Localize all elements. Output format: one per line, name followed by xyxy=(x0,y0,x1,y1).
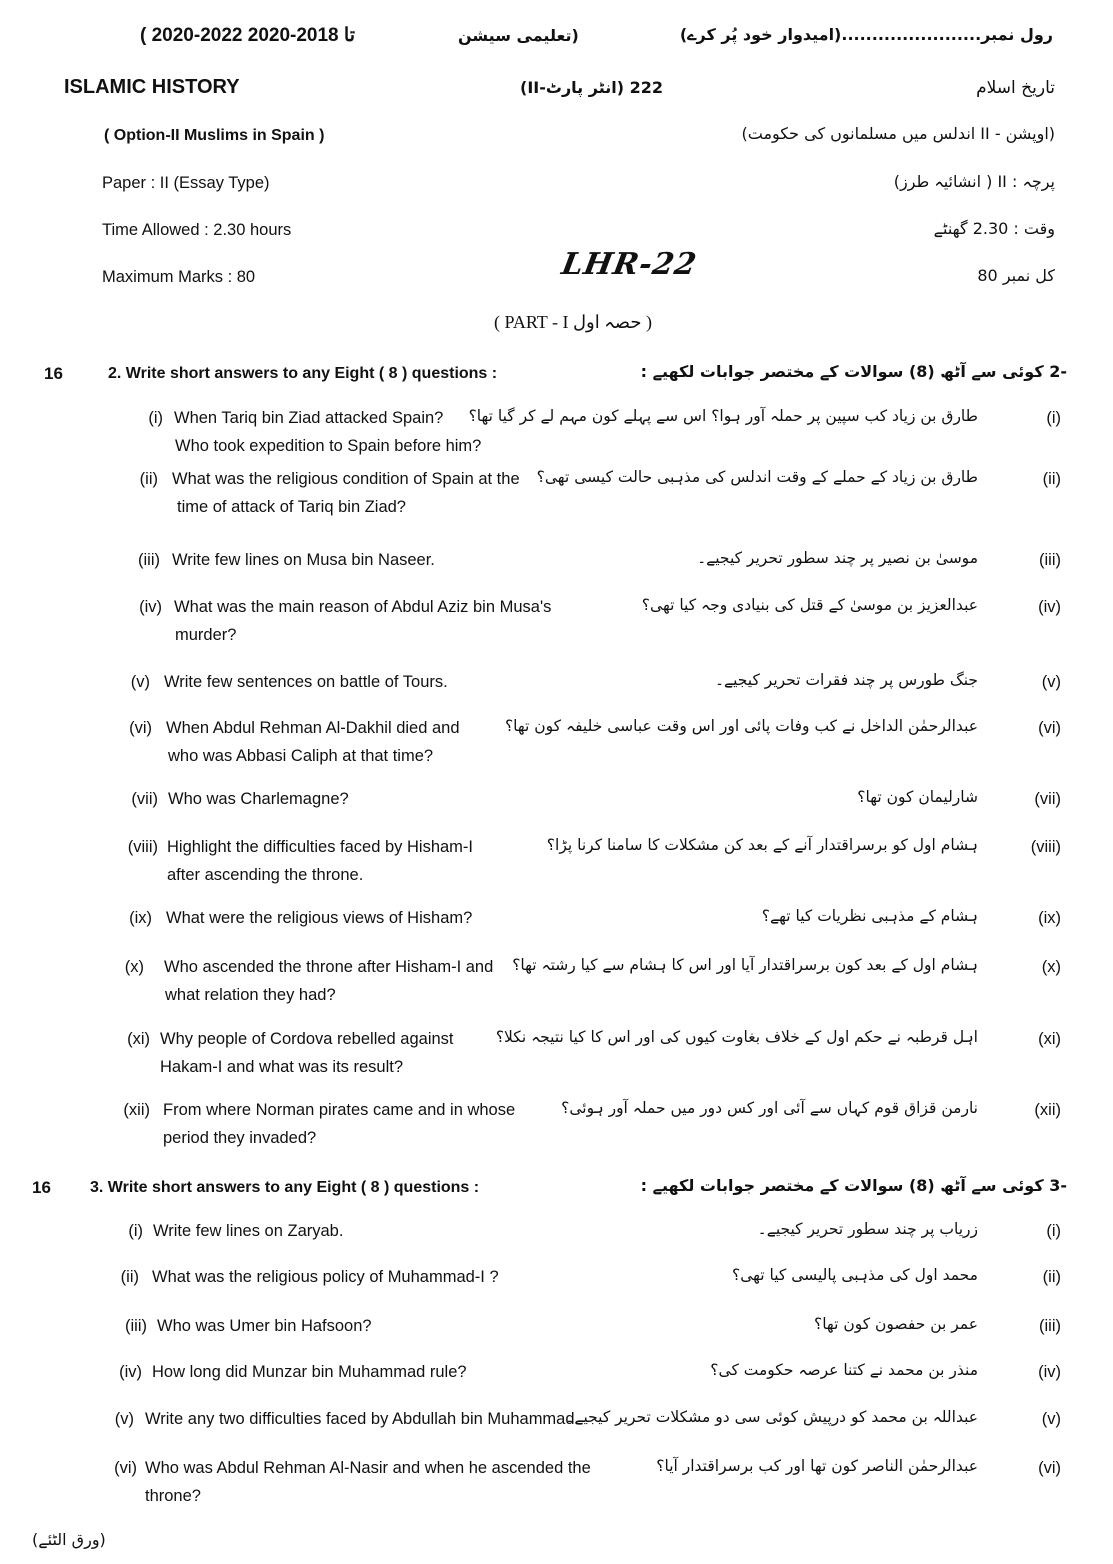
subject-english: ISLAMIC HISTORY xyxy=(64,76,240,98)
question-text-urdu: عمر بن حفصون کون تھا؟ xyxy=(813,1315,978,1333)
question-number-urdu: (iii) xyxy=(1039,1317,1061,1335)
question-number: (iii) xyxy=(125,1317,147,1335)
question-text-urdu: اہل قرطبہ نے حکم اول کے خلاف بغاوت کیوں کی اور اس کا کیا نتیجہ نکلا؟ xyxy=(495,1028,978,1046)
option-english: ( Option-II Muslims in Spain ) xyxy=(104,127,325,144)
question-text-english-continued: who was Abbasi Caliph at that time? xyxy=(168,747,434,765)
question-number: (v) xyxy=(114,1410,134,1428)
question-text-english: Write few lines on Zaryab. xyxy=(153,1222,344,1240)
question-number: (iv) xyxy=(139,598,162,616)
section-3-title-english: 3. Write short answers to any Eight ( 8 ) questions : xyxy=(90,1179,480,1196)
question-number-urdu: (xii) xyxy=(1034,1101,1061,1119)
question-text-urdu: محمد اول کی مذہبی پالیسی کیا تھی؟ xyxy=(731,1266,978,1284)
question-text-english-continued: throne? xyxy=(145,1487,201,1505)
question-text-english: From where Norman pirates came and in whose xyxy=(163,1101,516,1119)
question-text-english: What was the religious policy of Muhammad-I ? xyxy=(152,1268,499,1286)
question-number: (viii) xyxy=(127,838,158,856)
question-text-english: Who ascended the throne after Hisham-I and xyxy=(164,958,494,976)
section-2-marks: 16 xyxy=(44,364,63,383)
question-text-urdu: ہشام اول کو برسراقتدار آنے کے بعد کن مشکلات کا سامنا کرنا پڑا؟ xyxy=(546,836,978,854)
question-number-urdu: (xi) xyxy=(1038,1030,1061,1048)
question-number: (xii) xyxy=(123,1101,150,1119)
question-text-urdu: منذر بن محمد نے کتنا عرصہ حکومت کی؟ xyxy=(710,1361,978,1379)
turn-over-note: (ورق الٹئے) xyxy=(32,1530,106,1549)
question-text-urdu: عبدالرحمٰن الداخل نے کب وفات پائی اور اس وقت عباسی خلیفہ کون تھا؟ xyxy=(504,717,978,735)
question-number-urdu: (x) xyxy=(1041,958,1061,976)
question-text-english: How long did Munzar bin Muhammad rule? xyxy=(152,1363,467,1381)
question-text-english: Write few sentences on battle of Tours. xyxy=(164,673,448,691)
question-text-english: Who was Abdul Rehman Al-Nasir and when he ascended the xyxy=(145,1459,591,1477)
question-text-english-continued: Hakam-I and what was its result? xyxy=(160,1058,404,1076)
question-text-urdu: جنگ طورس پر چند فقرات تحریر کیجیے۔ xyxy=(714,671,978,689)
question-number-urdu: (vi) xyxy=(1038,1459,1061,1477)
session-years: ( 2020-2022 تا 2018-2020 xyxy=(140,25,355,46)
section-2-title-english: 2. Write short answers to any Eight ( 8 ) questions : xyxy=(108,365,498,382)
question-number-urdu: (ii) xyxy=(1042,1268,1061,1286)
question-number-urdu: (i) xyxy=(1046,1222,1061,1240)
question-text-urdu: ہشام کے مذہبی نظریات کیا تھے؟ xyxy=(761,907,978,925)
time-allowed-urdu: وقت : 2.30 گھنٹے xyxy=(933,219,1055,238)
section-3-marks: 16 xyxy=(32,1178,51,1197)
question-text-english: Who was Umer bin Hafsoon? xyxy=(157,1317,372,1335)
question-text-urdu: ہشام اول کے بعد کون برسراقتدار آیا اور اس کا ہشام سے کیا رشتہ تھا؟ xyxy=(512,956,978,974)
question-number: (xi) xyxy=(127,1030,150,1048)
question-number-urdu: (v) xyxy=(1041,673,1061,691)
question-text-english: Highlight the difficulties faced by Hisham-I xyxy=(167,838,474,856)
question-text-english-continued: period they invaded? xyxy=(163,1129,317,1147)
option-urdu: (اوپشن - II اندلس میں مسلمانوں کی حکومت) xyxy=(741,124,1055,143)
question-number: (iii) xyxy=(138,551,160,569)
paper-urdu: پرچہ : II ( انشائیہ طرز) xyxy=(893,172,1055,191)
question-number: (i) xyxy=(128,1222,143,1240)
question-text-english: What was the religious condition of Spain at the xyxy=(172,470,520,488)
question-number: (vi) xyxy=(129,719,152,737)
question-text-english: Why people of Cordova rebelled against xyxy=(160,1030,454,1048)
question-number-urdu: (viii) xyxy=(1030,838,1061,856)
question-number-urdu: (ix) xyxy=(1038,909,1061,927)
question-text-english: When Abdul Rehman Al-Dakhil died and xyxy=(166,719,460,737)
question-text-english: Write any two difficulties faced by Abdullah bin Muhammad. xyxy=(145,1410,580,1428)
session-label: (تعلیمی سیشن xyxy=(458,26,579,45)
section-3-title-urdu: -3 کوئی سے آٹھ (8) سوالات کے مختصر جوابات لکھیے : xyxy=(640,1176,1067,1195)
maximum-marks-urdu: کل نمبر 80 xyxy=(977,266,1055,285)
part-heading: ( PART - I حصہ اول ) xyxy=(494,312,652,332)
question-text-english-continued: what relation they had? xyxy=(165,986,336,1004)
board-stamp: LHR-22 xyxy=(558,247,700,282)
question-number: (iv) xyxy=(119,1363,142,1381)
question-number: (i) xyxy=(148,409,163,427)
question-text-urdu: موسیٰ بن نصیر پر چند سطور تحریر کیجیے۔ xyxy=(697,549,978,567)
subject-urdu: تاریخ اسلام xyxy=(976,78,1055,98)
paper-code: 222 (انٹر پارٹ-II) xyxy=(520,78,663,97)
question-text-urdu: طارق بن زیاد کے حملے کے وقت اندلس کی مذہبی حالت کیسی تھی؟ xyxy=(536,468,978,486)
question-text-english: Who was Charlemagne? xyxy=(168,790,349,808)
maximum-marks-english: Maximum Marks : 80 xyxy=(102,268,256,286)
question-text-urdu: شارلیمان کون تھا؟ xyxy=(857,788,978,806)
question-text-english-continued: Who took expedition to Spain before him? xyxy=(175,437,482,455)
question-text-english: What was the main reason of Abdul Aziz bin Musa's xyxy=(174,598,552,616)
question-text-urdu: عبدالرحمٰن الناصر کون تھا اور کب برسراقتدار آیا؟ xyxy=(656,1457,978,1475)
question-text-english-continued: after ascending the throne. xyxy=(167,866,364,884)
time-allowed-english: Time Allowed : 2.30 hours xyxy=(102,221,292,239)
roll-no-line: رول نمبر.......................(امیدوار خود پُر کرے) xyxy=(679,25,1053,44)
question-text-english: Write few lines on Musa bin Naseer. xyxy=(172,551,435,569)
question-number: (ii) xyxy=(139,470,158,488)
question-text-english: When Tariq bin Ziad attacked Spain? xyxy=(174,409,444,427)
question-text-urdu: نارمن قزاق قوم کہاں سے آئی اور کس دور میں حملہ آور ہوئی؟ xyxy=(561,1099,978,1117)
question-number-urdu: (iv) xyxy=(1038,1363,1061,1381)
question-number-urdu: (vi) xyxy=(1038,719,1061,737)
question-number: (vii) xyxy=(131,790,158,808)
question-number-urdu: (iii) xyxy=(1039,551,1061,569)
question-text-urdu: زریاب پر چند سطور تحریر کیجیے۔ xyxy=(757,1220,978,1238)
question-number: (x) xyxy=(124,958,144,976)
question-number-urdu: (ii) xyxy=(1042,470,1061,488)
question-number-urdu: (v) xyxy=(1041,1410,1061,1428)
question-text-urdu: عبداللہ بن محمد کو درپیش کوئی سی دو مشکلات تحریر کیجیے۔ xyxy=(565,1408,978,1426)
question-text-english-continued: murder? xyxy=(175,626,237,644)
question-text-urdu: طارق بن زیاد کب سپین پر حملہ آور ہوا؟ اس سے پہلے کون مہم لے کر گیا تھا؟ xyxy=(468,407,978,425)
question-number-urdu: (iv) xyxy=(1038,598,1061,616)
question-number-urdu: (i) xyxy=(1046,409,1061,427)
question-number: (vi) xyxy=(114,1459,137,1477)
question-number: (ii) xyxy=(120,1268,139,1286)
question-text-english-continued: time of attack of Tariq bin Ziad? xyxy=(177,498,406,516)
paper-english: Paper : II (Essay Type) xyxy=(102,174,270,192)
section-2-title-urdu: -2 کوئی سے آٹھ (8) سوالات کے مختصر جوابات لکھیے : xyxy=(640,362,1067,381)
question-number: (v) xyxy=(130,673,150,691)
question-number-urdu: (vii) xyxy=(1034,790,1061,808)
question-number: (ix) xyxy=(129,909,152,927)
question-text-english: What were the religious views of Hisham? xyxy=(166,909,473,927)
question-text-urdu: عبدالعزیز بن موسیٰ کے قتل کی بنیادی وجہ کیا تھی؟ xyxy=(641,596,978,614)
